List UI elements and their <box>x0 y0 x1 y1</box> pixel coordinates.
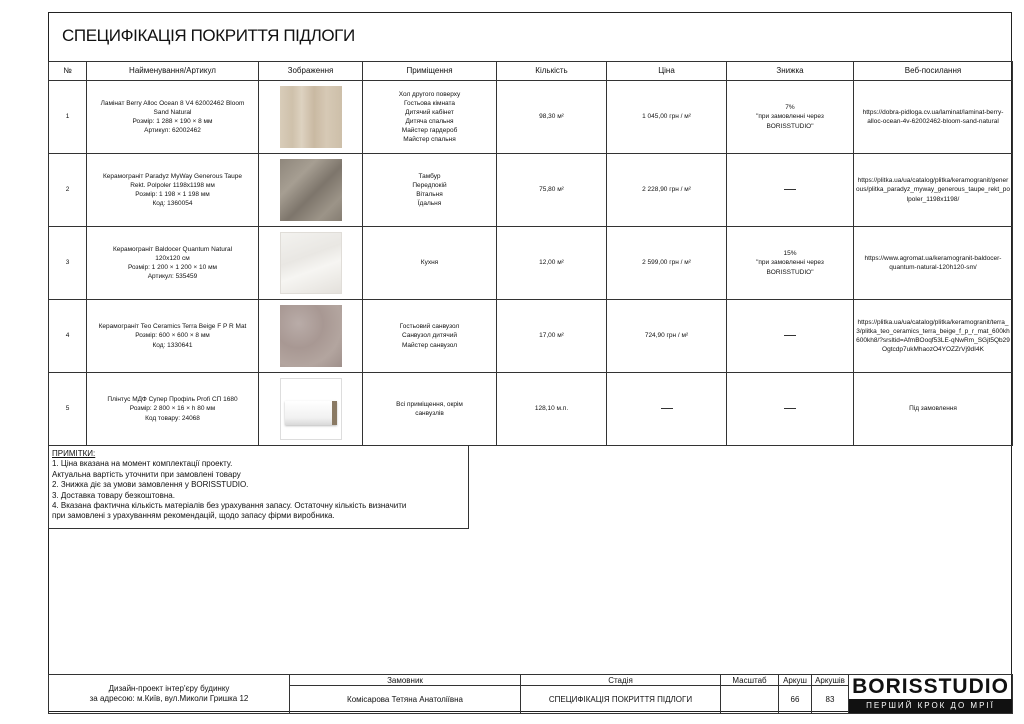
row-price: 2 228,90 грн / м² <box>607 154 727 227</box>
sheet-label: Аркуш <box>779 675 812 686</box>
table-header-row <box>49 62 1013 81</box>
title-block <box>48 674 1013 714</box>
marble-tile-swatch-image <box>280 232 342 294</box>
taupe-tile-swatch-image <box>280 159 342 221</box>
table-row <box>49 154 1013 227</box>
logo-tagline: ПЕРШИЙ КРОК ДО МРІЇ <box>849 699 1012 713</box>
row-name: Керамограніт Teo Ceramics Terra Beige F P R Mat Розмір: 600 × 600 × 8 мм Код: 1330641 <box>87 300 259 373</box>
specification-table <box>48 61 1013 446</box>
note-line: 1. Ціна вказана на момент комплектації проекту. <box>52 459 233 469</box>
row-discount: 15% "при замовленні через BORISSTUDIO" <box>727 227 854 300</box>
sheets-label: Аркушів <box>812 675 849 686</box>
row-rooms: Хол другого поверху Гостьова кімната Дитячий кабінет Дитяча спальня Майстер гардероб Майстер спальня <box>363 81 497 154</box>
project-description: Дизайн-проект інтер'єру будинку за адресою: м.Київ, вул.Миколи Гришка 12 <box>49 675 290 714</box>
sheets-value: 83 <box>812 686 849 714</box>
row-num: 1 <box>49 81 87 154</box>
table-row <box>49 227 1013 300</box>
row-qty: 75,80 м² <box>497 154 607 227</box>
studio-logo <box>849 675 1013 714</box>
row-qty: 98,30 м² <box>497 81 607 154</box>
empty-dash <box>784 189 796 190</box>
row-name: Керамограніт Baldocer Quantum Natural 120x120 см Розмір: 1 200 × 1 200 × 10 мм Артикул: 535459 <box>87 227 259 300</box>
scale-value <box>721 686 779 714</box>
sheet-value: 66 <box>779 686 812 714</box>
row-image <box>259 227 363 300</box>
terra-tile-swatch-image <box>280 305 342 367</box>
row-name: Плінтус МДФ Супер Профіль Profi СП 1680 Розмір: 2 800 × 16 × h 80 мм Код товару: 24068 <box>87 373 259 446</box>
row-num: 3 <box>49 227 87 300</box>
row-price: 1 045,00 грн / м² <box>607 81 727 154</box>
table-row <box>49 373 1013 446</box>
row-qty: 12,00 м² <box>497 227 607 300</box>
client-label: Замовник <box>290 675 521 686</box>
stage-label: Стадія <box>521 675 721 686</box>
row-link: Під замовлення <box>854 373 1013 446</box>
table-row <box>49 300 1013 373</box>
row-name: Керамограніт Paradyz MyWay Generous Taupe Rekt. Polpoler 1198x1198 мм Розмір: 1 198 × 1 198 мм Код: 1360054 <box>87 154 259 227</box>
row-price <box>607 373 727 446</box>
note-line: при замовлені з урахуванням рекомендацій, щодо запасу фірми виробника. <box>52 511 335 521</box>
plinth-swatch-image <box>280 378 342 440</box>
row-discount: 7% "при замовленні через BORISSTUDIO" <box>727 81 854 154</box>
note-line: Актуальна вартість уточнити при замовлені товару <box>52 469 241 479</box>
row-rooms: Гостьовий санвузол Санвузол дитячий Майстер санвузол <box>363 300 497 373</box>
empty-dash <box>784 335 796 336</box>
scale-label: Масштаб <box>721 675 779 686</box>
empty-dash <box>784 408 796 409</box>
row-discount <box>727 154 854 227</box>
row-image <box>259 300 363 373</box>
header-link: Веб-посилання <box>854 62 1013 81</box>
note-line: 3. Доставка товару безкоштовна. <box>52 490 175 500</box>
header-price: Ціна <box>607 62 727 81</box>
header-name: Найменування/Артикул <box>87 62 259 81</box>
row-discount <box>727 373 854 446</box>
row-image <box>259 154 363 227</box>
row-price: 724,90 грн / м² <box>607 300 727 373</box>
table-row <box>49 81 1013 154</box>
header-num: № <box>49 62 87 81</box>
note-line: 4. Вказана фактична кількість матеріалів без урахування запасу. Остаточну кількість визначити <box>52 500 407 510</box>
row-discount <box>727 300 854 373</box>
row-rooms: Кухня <box>363 227 497 300</box>
row-rooms: Всі приміщення, окрім санвузлів <box>363 373 497 446</box>
stage-value: СПЕЦИФІКАЦІЯ ПОКРИТТЯ ПІДЛОГИ <box>521 686 721 714</box>
notes-box <box>48 445 469 529</box>
row-image <box>259 81 363 154</box>
row-num: 2 <box>49 154 87 227</box>
row-link[interactable]: https://plitka.ua/ua/catalog/plitka/keramogranit/terra_3/plitka_teo_ceramics_terra_beige_f_p_r_mat_600kh600kh8/?srsltid=AfmBOoqf53LE-qNwRm_SGjt5Qb29Ogtcdp7ukMhaozO4YOZZrVj9dI4K <box>854 300 1013 373</box>
row-qty: 17,00 м² <box>497 300 607 373</box>
empty-dash <box>661 408 673 409</box>
row-link[interactable]: https://dobra-pidloga.cv.ua/laminat/laminat-berry-alloc-ocean-4v-62002462-bloom-sand-natural <box>854 81 1013 154</box>
notes-title: ПРИМІТКИ: <box>52 449 96 458</box>
row-name: Ламінат Berry Alloc Ocean 8 V4 62002462 Bloom Sand Natural Розмір: 1 288 × 190 × 8 мм Артикул: 62002462 <box>87 81 259 154</box>
row-price: 2 599,00 грн / м² <box>607 227 727 300</box>
note-line: 2. Знижка діє за умови замовлення у BORISSTUDIO. <box>52 480 249 490</box>
header-qty: Кількість <box>497 62 607 81</box>
laminate-swatch-image <box>280 86 342 148</box>
header-discount: Знижка <box>727 62 854 81</box>
page-title: СПЕЦИФІКАЦІЯ ПОКРИТТЯ ПІДЛОГИ <box>62 26 355 45</box>
logo-name: BORISSTUDIO <box>852 675 1009 698</box>
client-value: Комісарова Тетяна Анатоліївна <box>290 686 521 714</box>
row-qty: 128,10 м.п. <box>497 373 607 446</box>
header-image: Зображення <box>259 62 363 81</box>
row-num: 4 <box>49 300 87 373</box>
row-link[interactable]: https://plitka.ua/ua/catalog/plitka/keramogranit/generous/plitka_paradyz_myway_generous_taupe_rekt_polpoler_1198x1198/ <box>854 154 1013 227</box>
row-image <box>259 373 363 446</box>
row-link[interactable]: https://www.agromat.ua/keramogranit-baldocer-quantum-natural-120h120-sm/ <box>854 227 1013 300</box>
header-rooms: Приміщення <box>363 62 497 81</box>
row-rooms: Тамбур Передпокій Вітальня Їдальня <box>363 154 497 227</box>
row-num: 5 <box>49 373 87 446</box>
